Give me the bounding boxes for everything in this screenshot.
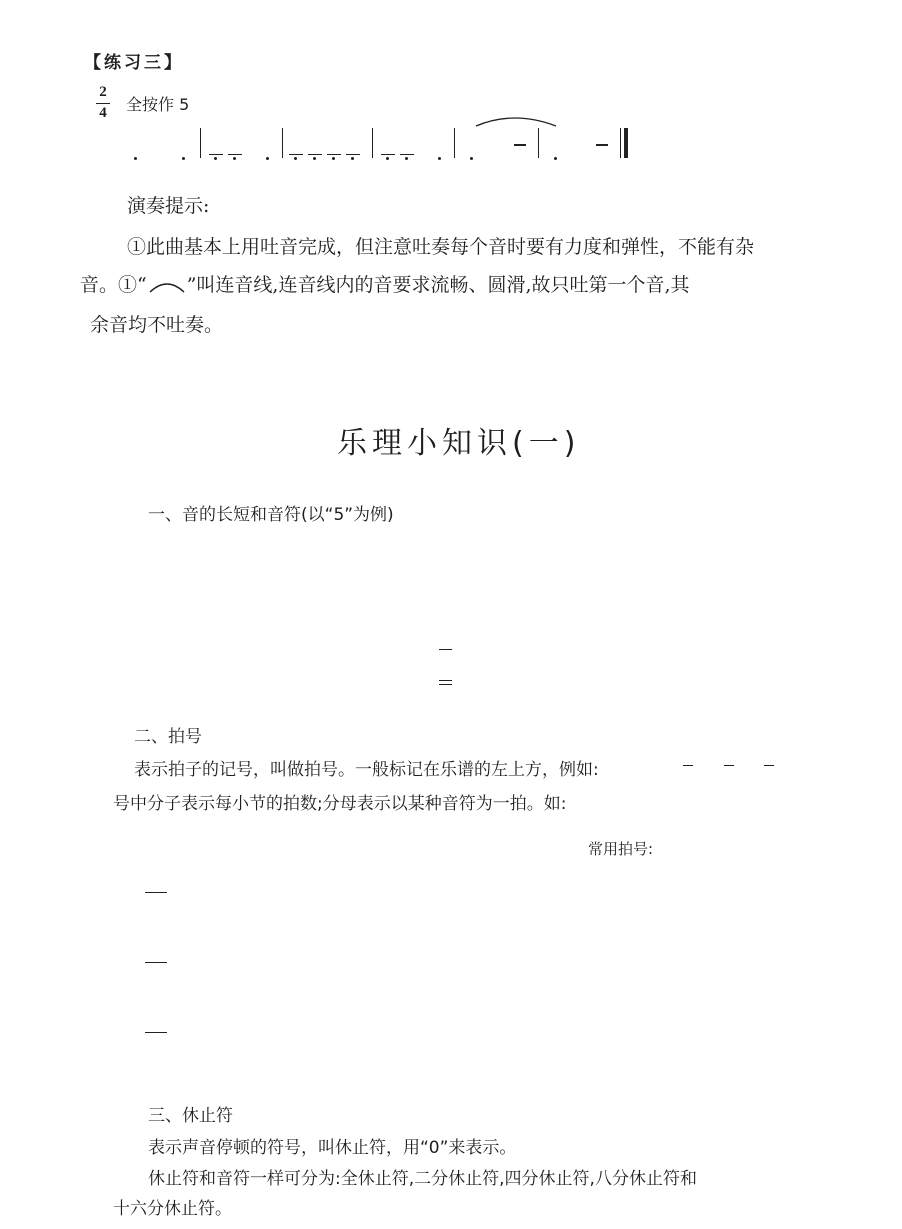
- section2-line-1a: 表示拍子的记号，叫做拍号。一般标记在乐谱的左上方，例如:: [134, 760, 599, 780]
- section3-line-3: 十六分休止符。: [113, 1199, 232, 1219]
- slur-symbol-icon: [147, 276, 187, 296]
- fingering-text: 全按作 5: [126, 95, 190, 114]
- time-signature-numerator: 2: [99, 84, 107, 100]
- section2-line-2: 号中分子表示每小节的拍数;分母表示以某种音符为一拍。如:: [113, 794, 567, 814]
- section3-line-2: 休止符和音符一样可分为:全休止符,二分休止符,四分休止符,八分休止符和: [148, 1169, 697, 1189]
- explanation-fraction-line: [145, 962, 167, 963]
- jianpu-score: [0, 0, 902, 200]
- hints-title: 演奏提示:: [127, 195, 210, 217]
- common-signatures-title: 常用拍号:: [588, 840, 654, 858]
- example-fraction-line: [683, 765, 693, 766]
- hints-line-2b: ”叫连音线,连音线内的音要求流畅、圆滑,故只吐第一个音,其: [186, 274, 690, 296]
- notation-underline: [439, 684, 452, 685]
- example-fraction-line: [724, 765, 734, 766]
- notation-underline: [439, 649, 452, 650]
- tie-arc: [0, 0, 902, 200]
- notation-underline: [439, 680, 452, 681]
- hints-line-2: [80, 266, 690, 304]
- hints-line-3: 余音均不吐奏。: [90, 314, 224, 336]
- section3-line-1: 表示声音停顿的符号，叫休止符，用“0”来表示。: [148, 1138, 517, 1158]
- exercise-title: 【练习三】: [84, 53, 184, 73]
- explanation-fraction-line: [145, 892, 167, 893]
- explanation-fraction-line: [145, 1032, 167, 1033]
- section1-heading: 一、音的长短和音符(以“5”为例): [148, 505, 394, 525]
- hints-line-2a: 音。①“: [80, 274, 147, 296]
- example-fraction-line: [764, 765, 774, 766]
- theory-title: 乐理小知识(一): [337, 426, 581, 461]
- section2-heading: 二、拍号: [134, 727, 202, 747]
- time-signature-denominator: 4: [99, 105, 107, 121]
- section3-heading: 三、休止符: [148, 1106, 233, 1126]
- hints-line-1: ①此曲基本上用吐音完成，但注意吐奏每个音时要有力度和弹性，不能有杂: [127, 236, 755, 258]
